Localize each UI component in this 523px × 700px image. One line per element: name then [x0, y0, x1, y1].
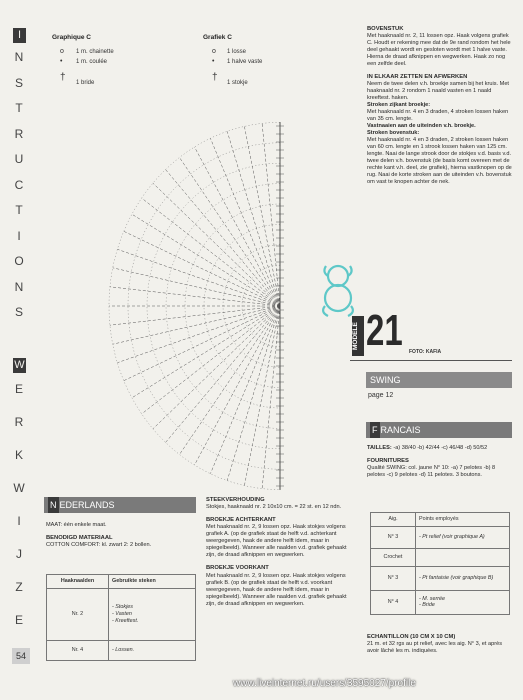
swatch-image — [318, 258, 358, 320]
bovenstuk-text: Met haaknaald nr. 2, 11 lossen opz. Haak volgens grafiek C. Houdt er rekening mee dat de 9e rand rondom het hele deel gehaakt wordt en gesloten wordt met 1 halve vaste. Hierna de draad afknippen en wegwerken. Haak zo nog een zelfde deel. — [367, 33, 511, 68]
nederlands-table — [46, 574, 196, 661]
zetten-title: IN ELKAAR ZETTEN EN AFWERKEN — [367, 74, 468, 81]
table-row: Nr. 2 — [47, 588, 109, 640]
francais-table-head-needle: Aig. — [371, 513, 416, 527]
francais-table-head-stitches: Points employés — [416, 513, 510, 527]
legend-fr-chain: 1 m. chainette — [76, 49, 114, 55]
watermark: www.liveinternet.ru/users/3595027/profile — [233, 678, 416, 689]
table-row: N° 3 — [371, 526, 416, 548]
fournitures-title: FOURNITURES — [367, 457, 409, 464]
side-letter: K — [14, 448, 23, 462]
diagram-ray — [153, 306, 280, 429]
diagram-ray — [262, 306, 280, 489]
maat-text: MAAT: één enkele maat. — [46, 522, 107, 528]
nederlands-box: N — [48, 497, 59, 513]
steek-text: Stokjes, haaknaald nr. 2 10x10 cm. = 22 st. en 12 ndn. — [206, 504, 342, 511]
nederlands-table-head-stitches: Gebruikte steken — [109, 575, 196, 589]
side-letter: N — [14, 279, 24, 294]
francais-table — [370, 512, 510, 615]
side-letter: R — [14, 415, 24, 429]
legend-fr-slip: 1 m. coulée — [76, 59, 108, 65]
diagram-ray — [262, 123, 280, 306]
legend-title-nl: Grafiek C — [203, 34, 232, 41]
legend-fr-treble: 1 bride — [76, 80, 95, 86]
stroken-zijkant-text: Met haaknaald nr. 4 en 3 draden, 4 stroken lossen haken van 35 cm. lengte. — [367, 109, 509, 123]
table-cell: - Pt relief (voir graphique A) — [416, 526, 510, 548]
side-letter: N — [14, 50, 24, 64]
werkwijze-first-letter: W — [14, 359, 25, 371]
stroken-boven-title: Stroken bovenstuk: — [367, 130, 420, 137]
diagram-ray — [180, 158, 281, 307]
francais-title: RANCAIS — [380, 425, 421, 435]
side-letter: U — [14, 152, 24, 166]
swing-title: SWING — [366, 372, 512, 388]
table-row: Crochet — [371, 548, 416, 566]
diagram-ray — [132, 214, 280, 306]
tailles-label: TAILLES: — [367, 445, 392, 451]
side-letter: I — [17, 514, 21, 528]
table-cell: - Stokjes - Vasten - Kreeftest. — [109, 588, 196, 640]
nederlands-header — [44, 497, 196, 513]
echantillon-text: 21 m. et 32 rgs au pt relief, avec les aig. N° 3, et après avoir lâché les m. indiquées. — [367, 641, 503, 655]
side-strip — [6, 28, 32, 668]
instructions-first-letter: I — [13, 28, 26, 43]
table-row: N° 3 — [371, 566, 416, 590]
fournitures-text: Qualité SWING: col. jaune N° 10: -a) 7 pelotes -b) 8 pelotes -c) 9 pelotes -d) 11 pelotes. 3 boutons. — [367, 465, 496, 479]
voor-title: BROEKJE VOORKANT — [206, 565, 269, 572]
right-column-text — [367, 26, 512, 186]
photo-credit: FOTO: KAFIA — [409, 349, 442, 355]
steek-title: STEEKVERHOUDING — [206, 497, 265, 503]
crochet-diagram — [55, 118, 325, 493]
diagram-ray — [142, 306, 280, 414]
chain-symbol-nl-icon: o — [212, 48, 216, 55]
side-letter: C — [14, 177, 24, 192]
side-letter: W — [13, 481, 25, 495]
table-row: Nr. 4 — [47, 640, 109, 660]
legend-nl-chain: 1 losse — [227, 49, 247, 55]
table-row: N° 4 — [371, 590, 416, 614]
diagram-ray — [180, 306, 281, 455]
table-cell: - Pt fantaisie (voir graphique B) — [416, 566, 510, 590]
diagram-ray — [227, 131, 280, 306]
diagram-ray — [113, 268, 280, 306]
diagram-ray — [142, 198, 280, 306]
diagram-ray — [153, 183, 280, 306]
diagram-ray — [110, 287, 280, 306]
side-letter: E — [14, 613, 23, 627]
diagram-ray — [124, 231, 280, 306]
swing-page: page 12 — [368, 392, 394, 399]
diagram-ray — [166, 170, 280, 306]
side-letter: Z — [15, 580, 23, 594]
materiaal-text: COTTON COMFORT: kl. zwart 2: 2 bollen. — [46, 542, 152, 549]
francais-header — [366, 422, 512, 438]
diagram-ray — [113, 306, 280, 344]
diagram-ray — [195, 306, 281, 465]
legend-nl-slip: 1 halve vaste — [227, 59, 263, 65]
materiaal-title: BENODIGD MATERIAAL — [46, 534, 113, 541]
diagram-ray — [117, 306, 280, 363]
diagram-ray — [166, 306, 280, 442]
nederlands-table-head-needle: Haaknaalden — [47, 575, 109, 589]
side-letter: J — [16, 547, 22, 561]
treble-symbol-icon: † — [60, 72, 66, 83]
diagram-ring — [223, 245, 280, 367]
francais-box: F — [370, 422, 380, 438]
slip-stitch-symbol-nl-icon: • — [212, 58, 215, 65]
middle-column-text — [206, 497, 348, 608]
nederlands-title: EDERLANDS — [59, 500, 115, 510]
diagram-ray — [227, 306, 280, 481]
model-divider — [350, 360, 512, 361]
echantillon-block — [367, 634, 512, 655]
model-word: MODELE — [352, 316, 364, 356]
side-letter: E — [14, 382, 23, 396]
treble-symbol-nl-icon: † — [212, 72, 218, 83]
side-letter: T — [15, 101, 23, 115]
legend-title-fr: Graphique C — [52, 34, 92, 41]
bovenstuk-title: BOVENSTUK — [367, 26, 404, 32]
stroken-zijkant-title: Stroken zijkant broekje: — [367, 102, 431, 109]
nederlands-text — [46, 522, 196, 549]
echantillon-title: ECHANTILLON (10 CM X 10 CM) — [367, 634, 456, 640]
page-number: 54 — [12, 648, 30, 664]
achter-text: Met haaknaald nr. 2, 9 lossen opz. Haak stokjes volgens grafiek A. (op de grafiek staat de helft v.d. achterkant weergegeven, haak de andere helft idem, maar in spiegelbeeld). Wanneer alle naalden v.d. grafiek gehaakt zijn, de draad afknippen en wegwerken. — [206, 524, 347, 559]
diagram-ray — [110, 306, 280, 325]
tailles-text: -a) 38/40 -b) 42/44 -c) 46/48 -d) 50/52 — [393, 445, 488, 451]
table-cell: - M. serrée - Bride — [416, 590, 510, 614]
side-letter: O — [14, 254, 24, 268]
legend-nl-treble: 1 stokje — [227, 80, 248, 86]
voor-text: Met haaknaald nr. 2, 9 lossen opz. Haak stokjes volgens grafiek B. (op de grafiek staat de helft v.d. voorkant weergegeven, haak de andere helft idem, maar in spiegelbeeld). Wanneer alle naalden v.d. grafiek gehaakt zijn, de draad afknippen en wegwerken. — [206, 572, 347, 607]
side-letter: I — [17, 228, 21, 243]
achter-title: BROEKJE ACHTERKANT — [206, 517, 276, 524]
side-letter: S — [14, 305, 23, 319]
slip-stitch-symbol-icon: • — [60, 58, 63, 65]
diagram-ray — [117, 249, 280, 306]
side-letter: R — [14, 126, 24, 141]
side-letter: S — [14, 75, 23, 90]
table-cell: - Lossen. — [109, 640, 196, 660]
table-cell — [416, 548, 510, 566]
model-number: 21 — [366, 306, 403, 355]
chain-symbol-icon: o — [60, 48, 64, 55]
diagram-ray — [244, 126, 280, 306]
francais-text — [367, 445, 512, 479]
diagram-ray — [244, 306, 280, 486]
vastnaaien-text: Vastnaaien aan de uiteinden v.h. broekje. — [367, 123, 476, 130]
stroken-boven-text: Met haaknaald nr. 4 en 3 draden, 2 stroken lossen haken van 60 cm. lengte en 1 strook lossen haken van 125 cm. lengte. Naai de lange strook door de stokjes v.d. basis v.d. twee delen v.h. bovenstuk (de basis komt overeen met de rechte kant v.h. deel, zie grafiek), hierna vastknopen op de rug. Naai de korte stroken aan de uiteinden v.h. bovenstuk om vast te knopen achter de nek. — [367, 137, 512, 186]
zetten-text: Neem de twee delen v.h. broekje samen bij het kruis. Met haaknaald nr. 2 rondom 1 naald vasten en 1 naald kreeftest. haken. — [367, 81, 509, 102]
side-letter: T — [15, 203, 23, 217]
